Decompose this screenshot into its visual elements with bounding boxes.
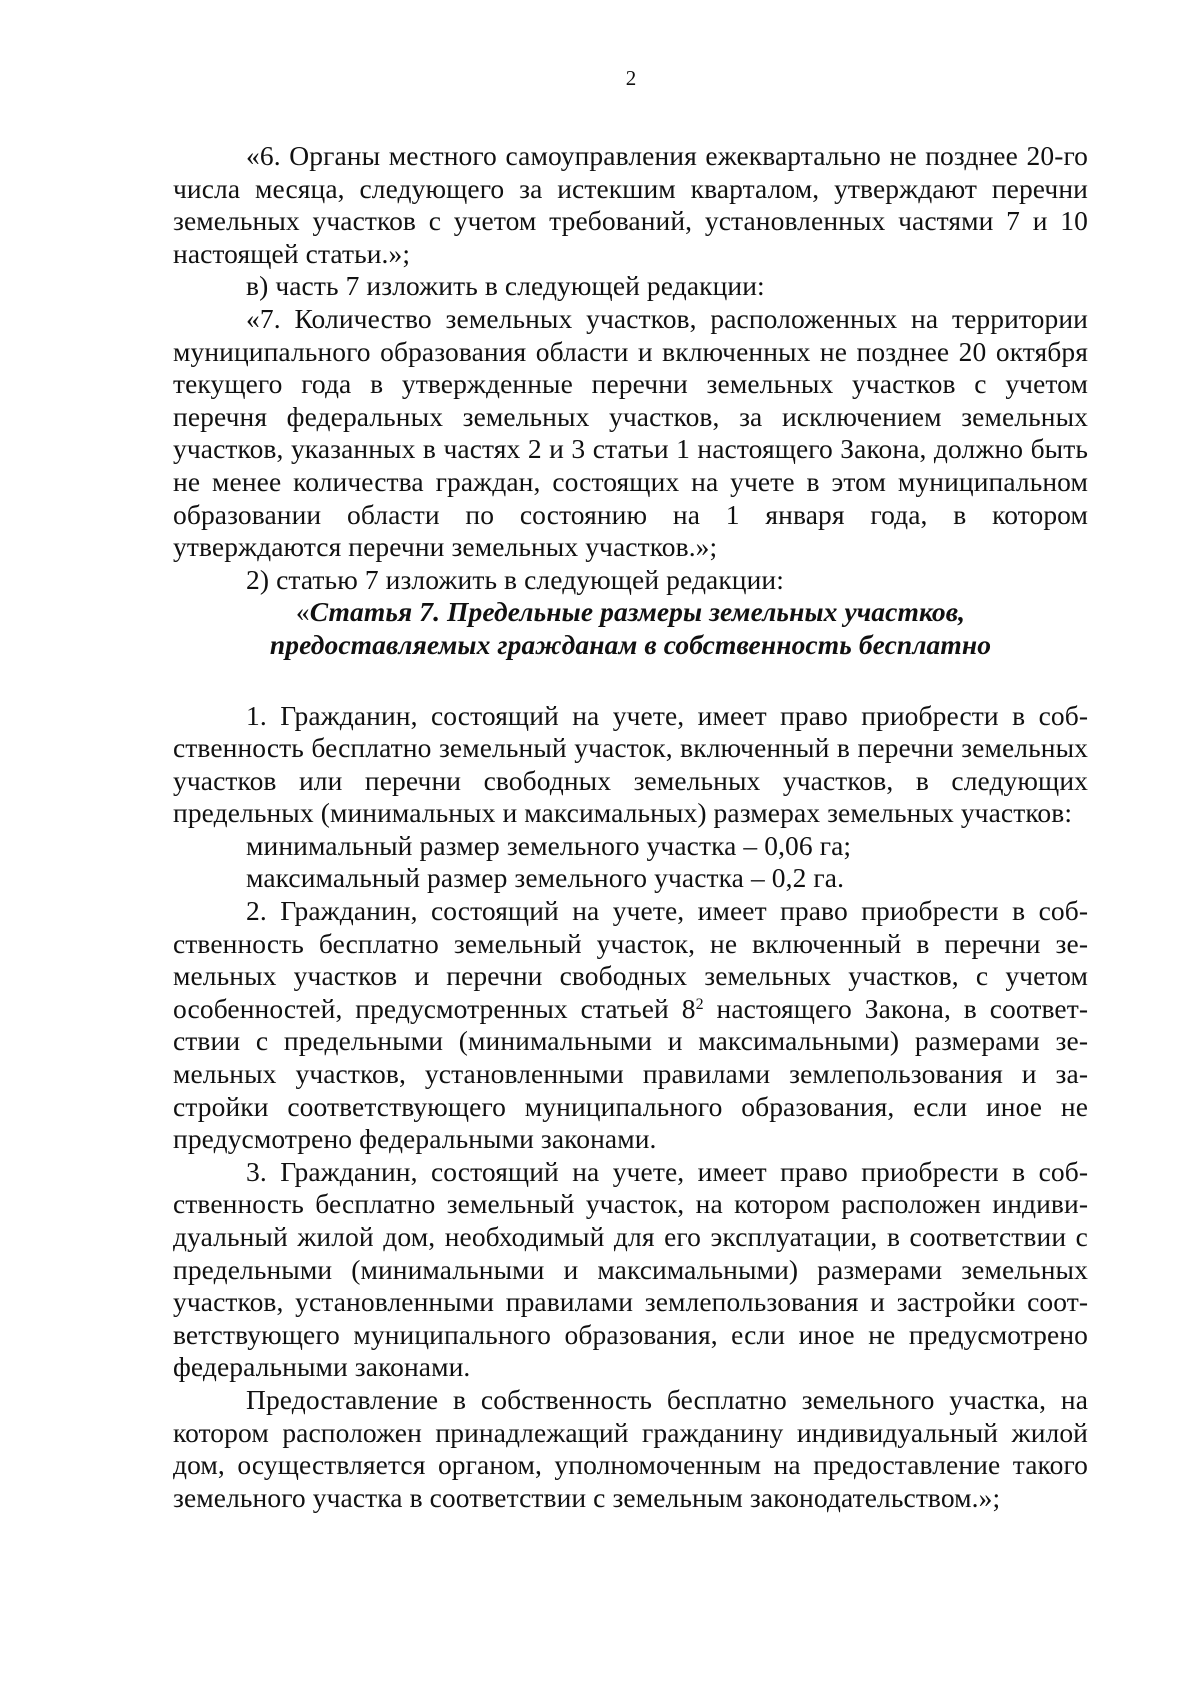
article-heading-line-1 xyxy=(173,596,1088,629)
p2-text-before: 2. Гражданин, состоящий на учете, имеет право приобрести в собственность бесплатно земельный участок, не включенный в перечни земельных участков и перечни свободных земельных участков, с учетом особенностей, предусмотренных статьей 8 xyxy=(173,895,1088,1024)
page-number: 2 xyxy=(625,66,637,90)
article-paragraph-1: 1. Гражданин, состоящий на учете, имеет право приобрести в собственность бесплатно земельный участок, включенный в перечни земельных участков или перечни свободных земельных участков, в следующих предельных (минимальных и максимальных) размерах земельных участков: xyxy=(173,699,1088,829)
heading-line-1-text: Статья 7. Предельные размеры земельных участков, xyxy=(309,596,966,628)
spacer xyxy=(173,662,1088,700)
article-paragraph-3: 3. Гражданин, состоящий на учете, имеет право приобрести в собственность бесплатно земельный участок, на котором расположен индивидуальный жилой дом, необходимый для его эксплуатации, в соответствии с предельными (минимальными и максимальными) размерами земельных участков, установленными правилами землепользования и застройки соответствующего муниципального образования, если иное не предусмотрено федеральными законами. xyxy=(173,1155,1088,1383)
article-heading-line-2: предоставляемых гражданам в собственность бесплатно xyxy=(269,628,992,660)
article-paragraph-4: Предоставление в собственность бесплатно земельного участка, на котором расположен принадлежащий гражданину индивидуальный жилой дом, осуществляется органом, уполномоченным на предоставление такого земельного участка в соответствии с земельным законодательством.»; xyxy=(173,1383,1088,1513)
document-body xyxy=(173,140,1088,1514)
paragraph-amendment-2: 2) статью 7 изложить в следующей редакции: xyxy=(246,563,784,595)
p2-superscript: 2 xyxy=(695,995,704,1013)
min-size-line: минимальный размер земельного участка – 0,06 га; xyxy=(246,829,852,861)
paragraph-part-6: «6. Органы местного самоуправления ежеквартально не позднее 20-го числа месяца, следующего за истекшим кварталом, утверждают перечни земельных участков с учетом требований, установленных частями 7 и 10 настоящей статьи.»; xyxy=(173,140,1088,269)
heading-open-quote: « xyxy=(295,596,310,628)
paragraph-amendment-c: в) часть 7 изложить в следующей редакции: xyxy=(246,270,765,302)
max-size-line: максимальный размер земельного участка – 0,2 га. xyxy=(246,862,845,894)
article-paragraph-2 xyxy=(173,895,1088,1156)
paragraph-part-7: «7. Количество земельных участков, расположенных на территории муниципального образования области и включенных не позднее 20 октября текущего года в утвержденные перечни земельных участков с учетом перечня федеральных земельных участков, за исключением земельных участков, указанных в частях 2 и 3 статьи 1 настоящего Закона, должно быть не менее количества граждан, состоящих на учете в этом муниципальном образовании области по состоянию на 1 января года, в котором утверждаются перечни земельных участков.»; xyxy=(173,302,1088,563)
article-heading xyxy=(173,596,1088,661)
p2-text-after: настоящего Закона, в соответствии с предельными (минимальными и максимальными) размерами земельных участков, установленными правилами землепользования и застройки соответствующего муниципального образования, если иное не предусмотрено федеральными законами. xyxy=(173,992,1088,1155)
